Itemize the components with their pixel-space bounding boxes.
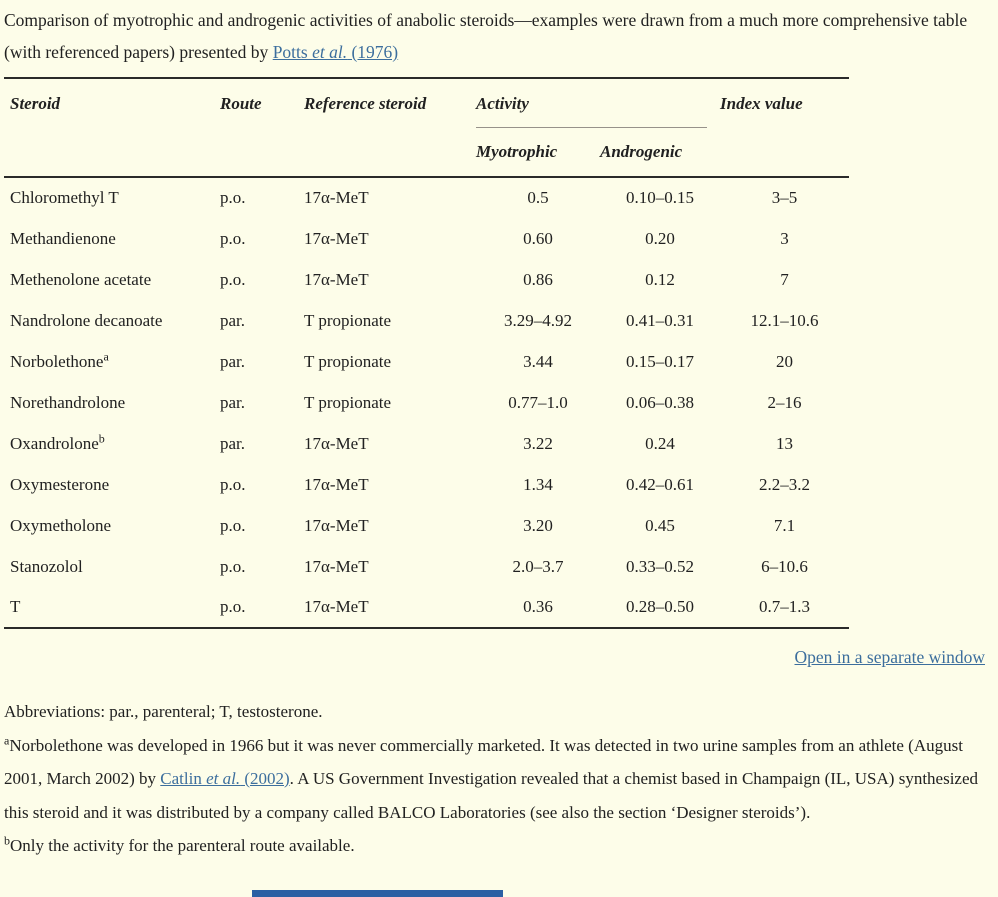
table-row	[4, 546, 849, 587]
cell-androgenic: 0.24	[645, 433, 675, 453]
cell-androgenic: 0.06–0.38	[626, 392, 694, 412]
footnote-marker: b	[98, 430, 105, 445]
cell-myotrophic: 2.0–3.7	[512, 556, 564, 576]
potts-citation-link[interactable]	[273, 42, 398, 62]
header-reference-steroid: Reference steroid	[304, 93, 427, 113]
cell-steroid: Stanozolol	[10, 556, 83, 576]
cell-route: p.o.	[220, 556, 246, 576]
cell-reference-steroid: 17α-MeT	[304, 597, 369, 616]
table-header	[4, 78, 849, 177]
table-row	[4, 464, 849, 505]
table-row	[4, 587, 849, 628]
cell-reference-steroid: T propionate	[304, 351, 392, 371]
cell-index-value: 7.1	[773, 515, 796, 535]
header-spacer	[4, 128, 220, 177]
cell-route: p.o.	[220, 269, 246, 289]
cell-androgenic: 0.28–0.50	[626, 597, 694, 616]
cell-steroid: Norethandrolone	[10, 392, 126, 412]
cell-myotrophic: 0.77–1.0	[508, 392, 568, 412]
cell-route: p.o.	[220, 228, 246, 248]
cell-myotrophic: 0.36	[523, 597, 553, 616]
cell-reference-steroid: 17α-MeT	[304, 188, 369, 207]
catlin-citation-link[interactable]	[160, 769, 289, 788]
cell-myotrophic: 0.5	[527, 188, 549, 207]
cell-reference-steroid: T propionate	[304, 310, 392, 330]
cell-androgenic: 0.20	[645, 228, 675, 248]
cell-androgenic: 0.12	[645, 269, 675, 289]
header-myotrophic: Myotrophic	[476, 142, 558, 161]
footnote-a	[4, 729, 994, 830]
footnotes	[4, 695, 994, 863]
cell-reference-steroid: 17α-MeT	[304, 556, 369, 576]
cell-route: p.o.	[220, 515, 246, 535]
bottom-blue-bar	[252, 890, 503, 897]
cell-myotrophic: 3.20	[523, 515, 553, 535]
cell-index-value: 3–5	[771, 188, 798, 207]
open-separate-window-link[interactable]: Open in a separate window	[794, 647, 985, 667]
table-row	[4, 218, 849, 259]
footnote-a-marker: a	[4, 732, 10, 747]
cell-route: par.	[220, 351, 246, 371]
footnote-marker: a	[103, 348, 109, 363]
cell-route: p.o.	[220, 188, 246, 207]
header-androgenic: Androgenic	[600, 142, 683, 161]
table-row	[4, 341, 849, 382]
cell-route: p.o.	[220, 474, 246, 494]
table-caption	[0, 0, 998, 68]
citation-author: Potts	[272, 42, 313, 62]
cell-myotrophic: 3.22	[523, 433, 553, 453]
cell-route: p.o.	[220, 597, 246, 616]
caption-text: Comparison of myotrophic and androgenic activities of anabolic steroids—examples were drawn from a much more comprehensive table (with referenced papers) presented by	[4, 10, 968, 62]
cell-myotrophic: 1.34	[523, 474, 553, 494]
cell-androgenic: 0.42–0.61	[626, 474, 694, 494]
table-body	[4, 177, 849, 628]
cell-index-value: 7	[780, 269, 789, 289]
cell-myotrophic: 0.60	[523, 228, 553, 248]
table-row	[4, 423, 849, 464]
cell-index-value: 12.1–10.6	[750, 310, 819, 330]
header-index-value: Index value	[720, 93, 803, 113]
cell-index-value: 0.7–1.3	[759, 597, 810, 616]
cell-steroid: Oxymesterone	[10, 474, 110, 494]
open-window-row	[0, 645, 985, 669]
cell-index-value: 20	[776, 351, 793, 371]
footnote-a-text-before: Norbolethone was developed in 1966 but it was never commercially marketed. It was detected in two urine samples from an athlete (August 2001, March 2002) by	[4, 735, 963, 788]
cell-reference-steroid: 17α-MeT	[304, 228, 369, 248]
cell-steroid: Nandrolone decanoate	[10, 310, 163, 330]
citation-etal: et al.	[206, 769, 241, 788]
citation-year: (2002)	[240, 769, 290, 788]
header-activity-label: Activity	[476, 93, 529, 113]
footnote-b-text: Only the activity for the parenteral route available.	[10, 836, 355, 855]
cell-route: par.	[220, 392, 246, 412]
cell-steroid: Methenolone acetate	[10, 269, 152, 289]
cell-androgenic: 0.45	[645, 515, 675, 535]
cell-myotrophic: 3.29–4.92	[504, 310, 572, 330]
footnote-a-text-after: . A US Government Investigation revealed that a chemist based in Champaign (IL, USA) synthesized this steroid and it was distributed by a company called BALCO Laboratories (see also the section ‘Designer steroids’).	[4, 769, 979, 822]
table-row	[4, 259, 849, 300]
citation-etal: et al.	[312, 42, 348, 62]
cell-steroid: T	[10, 597, 21, 616]
header-spacer	[304, 128, 476, 177]
cell-route: par.	[220, 433, 246, 453]
cell-index-value: 13	[776, 433, 793, 453]
table-row	[4, 505, 849, 546]
citation-year: (1976)	[347, 42, 399, 62]
cell-steroid: Chloromethyl T	[10, 188, 119, 207]
cell-reference-steroid: 17α-MeT	[304, 433, 369, 453]
footnote-b-marker: b	[4, 833, 10, 848]
cell-steroid: Oxymetholone	[10, 515, 112, 535]
table-row	[4, 382, 849, 423]
cell-index-value: 2–16	[767, 392, 802, 412]
cell-androgenic: 0.33–0.52	[626, 556, 694, 576]
cell-androgenic: 0.15–0.17	[626, 351, 694, 371]
cell-myotrophic: 3.44	[523, 351, 553, 371]
cell-reference-steroid: T propionate	[304, 392, 392, 412]
cell-androgenic: 0.10–0.15	[626, 188, 694, 207]
cell-androgenic: 0.41–0.31	[626, 310, 694, 330]
header-steroid: Steroid	[10, 93, 61, 113]
abbreviations-note: Abbreviations: par., parenteral; T, testosterone.	[4, 702, 323, 721]
cell-steroid: Norbolethone$^a$	[10, 348, 109, 371]
header-route: Route	[220, 93, 262, 113]
cell-index-value: 3	[780, 228, 789, 248]
header-spacer	[720, 128, 849, 177]
steroid-activity-table	[4, 77, 849, 629]
cell-route: par.	[220, 310, 246, 330]
header-activity-group	[476, 78, 720, 128]
table-row	[4, 300, 849, 341]
cell-reference-steroid: 17α-MeT	[304, 515, 369, 535]
cell-reference-steroid: 17α-MeT	[304, 474, 369, 494]
cell-reference-steroid: 17α-MeT	[304, 269, 369, 289]
cell-index-value: 6–10.6	[761, 556, 808, 576]
cell-myotrophic: 0.86	[523, 269, 553, 289]
header-spacer	[220, 128, 304, 177]
footnote-b	[4, 829, 994, 863]
table-row	[4, 177, 849, 218]
cell-index-value: 2.2–3.2	[759, 474, 810, 494]
cell-steroid: Methandienone	[10, 228, 116, 248]
cell-steroid: Oxandrolone$^b$	[10, 430, 105, 453]
citation-author: Catlin	[160, 769, 207, 788]
